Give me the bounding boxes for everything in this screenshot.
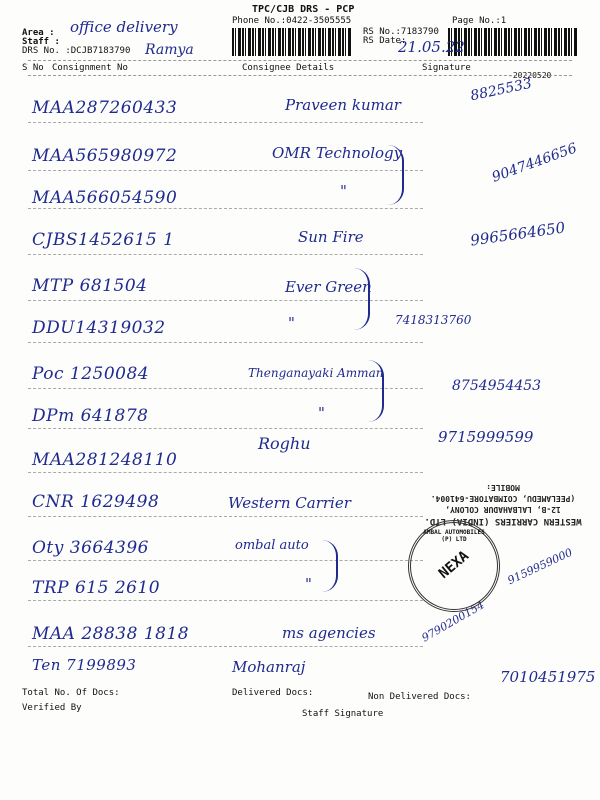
consignee-name: OMR Technology bbox=[272, 144, 403, 162]
row-line bbox=[28, 516, 423, 517]
consignment-no: MAA281248110 bbox=[32, 450, 178, 470]
consignee-name: Sun Fire bbox=[298, 228, 364, 246]
consignment-no: Oty 3664396 bbox=[32, 538, 149, 558]
column-consignment: Consignment No bbox=[52, 63, 128, 73]
row-line bbox=[28, 472, 423, 473]
consignee-name: Western Carrier bbox=[228, 494, 351, 512]
total-docs: Total No. Of Docs: bbox=[22, 688, 120, 698]
consignee-name: ombal auto bbox=[235, 538, 309, 553]
row-line bbox=[28, 560, 423, 561]
stamp-line: MOBILE: bbox=[486, 483, 520, 492]
row-line bbox=[28, 254, 423, 255]
consignee-name: Roghu bbox=[258, 434, 311, 453]
staff-signature: Staff Signature bbox=[302, 709, 384, 719]
row-line bbox=[28, 122, 423, 123]
bracket bbox=[320, 540, 338, 592]
consignment-no: CJBS1452615 1 bbox=[32, 230, 175, 250]
consignment-no: Poc 1250084 bbox=[32, 364, 150, 384]
row-line bbox=[28, 208, 423, 209]
nexa-stamp bbox=[408, 520, 500, 612]
bracket bbox=[350, 268, 370, 330]
consignee-name: " bbox=[305, 575, 312, 593]
phone-number-handwritten: 8754954453 bbox=[452, 378, 542, 394]
consignment-no: MAA566054590 bbox=[32, 188, 178, 208]
nexa-center: NEXA bbox=[435, 548, 473, 582]
consignee-name: Ever Green bbox=[285, 278, 372, 296]
page-number: Page No.:1 bbox=[452, 16, 507, 26]
column-rule bbox=[28, 75, 572, 76]
signature: 8825533 bbox=[469, 75, 534, 105]
consignee-name: Mohanraj bbox=[232, 658, 306, 676]
phone-number-handwritten: 9159959000 bbox=[505, 545, 575, 588]
area-label: Area : bbox=[22, 28, 55, 38]
area-value: office delivery bbox=[70, 18, 178, 36]
consignee-name: Praveen kumar bbox=[285, 96, 401, 114]
row-line bbox=[28, 646, 423, 647]
phone-number-handwritten: 9790200154 bbox=[419, 598, 487, 645]
consignment-no: TRP 615 2610 bbox=[32, 578, 161, 598]
rs-number: RS No.:7183790 bbox=[363, 27, 439, 37]
phone-number-handwritten: 9715999599 bbox=[438, 428, 534, 446]
column-sno: S No bbox=[22, 63, 44, 73]
stamp-line: WESTERN CARRIERS (INDIA) LTD. bbox=[424, 516, 582, 526]
column-signature: Signature bbox=[422, 63, 471, 73]
consignee-name: Thenganayaki Amman bbox=[248, 366, 384, 380]
row-line bbox=[28, 342, 423, 343]
rs-date-label: RS Date: bbox=[363, 36, 407, 46]
barcode-left bbox=[232, 28, 352, 56]
nexa-ring-text: AMBAL AUTOMOBILES (P) LTD bbox=[423, 529, 485, 543]
phone-number-handwritten: 9965664650 bbox=[469, 218, 567, 250]
delivered-docs: Delivered Docs: bbox=[232, 688, 314, 698]
consignee-name: " bbox=[318, 404, 325, 422]
consignment-no: MAA287260433 bbox=[32, 98, 178, 118]
consignment-no: CNR 1629498 bbox=[32, 492, 160, 512]
column-consignee: Consignee Details bbox=[242, 63, 335, 73]
phone-number-handwritten: 9047446656 bbox=[489, 140, 580, 186]
row-line bbox=[28, 170, 423, 171]
verified-by: Verified By bbox=[22, 703, 82, 713]
consignee-name: " bbox=[288, 314, 295, 332]
barcode-right bbox=[448, 28, 578, 56]
bracket bbox=[362, 360, 384, 422]
phone-number-handwritten: 7418313760 bbox=[395, 313, 472, 327]
non-delivered-docs: Non Delivered Docs: bbox=[368, 692, 471, 702]
western-carriers-stamp bbox=[408, 482, 598, 526]
phone-number-handwritten: 7010451975 bbox=[500, 668, 596, 686]
consignment-no: MAA 28838 1818 bbox=[32, 624, 190, 644]
consignment-no: DDU14319032 bbox=[32, 318, 166, 338]
consignment-no: MAA565980972 bbox=[32, 146, 178, 166]
timestamp: -20220520 bbox=[508, 71, 552, 80]
stamp-line: (PEELAMEDU, COIMBATORE-641004. bbox=[430, 494, 576, 503]
consignment-no: DPm 641878 bbox=[32, 406, 149, 426]
header-rule bbox=[28, 60, 572, 61]
consignee-name: ms agencies bbox=[282, 624, 376, 642]
rs-date-value: 21.05.22 bbox=[398, 38, 465, 56]
drs-number: DRS No. :DCJB7183790 bbox=[22, 46, 131, 56]
staff-value: Ramya bbox=[145, 42, 194, 58]
stamp-line: 12-B, LALBAHADUR COLONY, bbox=[445, 505, 561, 514]
document-title: TPC/CJB DRS - PCP bbox=[252, 4, 355, 15]
staff-label: Staff : bbox=[22, 37, 60, 47]
consignee-name: " bbox=[340, 182, 347, 200]
consignment-no: Ten 7199893 bbox=[32, 656, 137, 674]
consignment-no: MTP 681504 bbox=[32, 276, 148, 296]
row-line bbox=[28, 600, 423, 601]
bracket bbox=[380, 145, 404, 205]
row-line bbox=[28, 428, 423, 429]
phone-number: Phone No.:0422-3505555 bbox=[232, 16, 352, 26]
